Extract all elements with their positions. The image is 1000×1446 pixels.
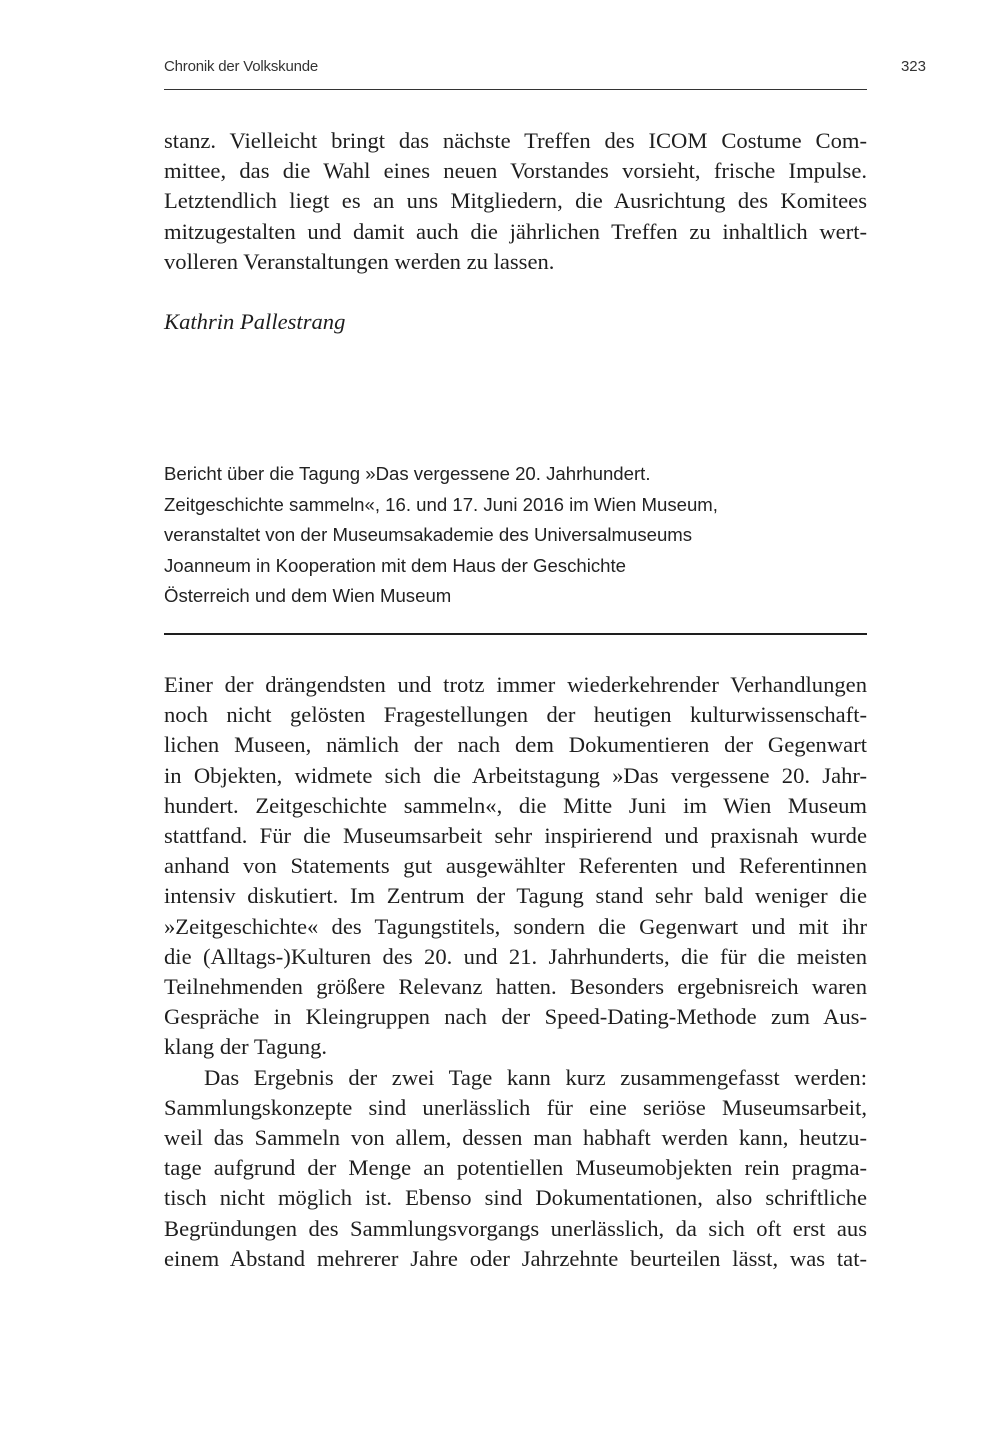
text-line: mittee, das die Wahl eines neuen Vorstandes vorsieht, frische Impulse.: [164, 158, 867, 184]
text-line: Das Ergebnis der zwei Tage kann kurz zusammengefasst werden:: [204, 1064, 867, 1090]
text-line: einem Abstand mehrerer Jahre oder Jahrzehnte beurteilen lässt, was tat-: [164, 1245, 867, 1271]
text-line: Letztendlich liegt es an uns Mitgliedern, die Ausrichtung des Komitees: [164, 188, 867, 214]
text-line: volleren Veranstaltungen werden zu lassen.: [164, 248, 555, 274]
heading-line: Joanneum in Kooperation mit dem Haus der Geschichte: [164, 554, 626, 576]
text-line: tisch nicht möglich ist. Ebenso sind Dokumentationen, also schriftliche: [164, 1185, 867, 1211]
text-line: Begründungen des Sammlungsvorgangs unerlässlich, da sich oft erst aus: [164, 1215, 867, 1241]
text-line: stattfand. Für die Museumsarbeit sehr inspirierend und praxisnah wurde: [164, 823, 867, 849]
text-line: lichen Museen, nämlich der nach dem Dokumentieren der Gegenwart: [164, 732, 867, 758]
text-line: die (Alltags-)Kulturen des 20. und 21. Jahrhunderts, die für die meisten: [164, 943, 867, 969]
text-line: weil das Sammeln von allem, dessen man habhaft werden kann, heutzu-: [164, 1125, 867, 1151]
text-line: tage aufgrund der Menge an potentiellen Museumobjekten rein pragma-: [164, 1155, 867, 1181]
text-line: »Zeitgeschichte« des Tagungstitels, sondern die Gegenwart und mit ihr: [164, 913, 867, 939]
text-line: stanz. Vielleicht bringt das nächste Treffen des ICOM Costume Com-: [164, 128, 867, 153]
heading-line: Bericht über die Tagung »Das vergessene 20. Jahrhundert.: [164, 463, 651, 484]
text-line: intensiv diskutiert. Im Zentrum der Tagung stand sehr bald weniger die: [164, 883, 867, 909]
body-paragraph-2: [164, 1063, 867, 1274]
author-signature: Kathrin Pallestrang: [164, 309, 346, 334]
continued-paragraph: [164, 126, 867, 277]
body-text: [164, 670, 867, 1274]
running-head-title: Chronik der Volkskunde: [164, 58, 319, 75]
text-line: Teilnehmenden größere Relevanz hatten. Besonders ergebnisreich waren: [164, 974, 867, 1000]
heading-line: Österreich und dem Wien Museum: [164, 585, 452, 607]
body-paragraph-1: [164, 670, 867, 1063]
heading-line: Zeitgeschichte sammeln«, 16. und 17. Juni 2016 im Wien Museum,: [164, 493, 718, 515]
section-rule: [164, 633, 867, 635]
text-line: klang der Tagung.: [164, 1034, 328, 1060]
text-line: Sammlungskonzepte sind unerlässlich für eine seriöse Museumsarbeit,: [164, 1094, 867, 1120]
running-head: [164, 56, 926, 80]
page-number: 323: [900, 58, 926, 75]
text-line: anhand von Statements gut ausgewählter Referenten und Referentinnen: [164, 853, 867, 879]
text-line: mitzugestalten und damit auch die jährlichen Treffen zu inhaltlich wert-: [164, 218, 867, 244]
text-line: hundert. Zeitgeschichte sammeln«, die Mitte Juni im Wien Museum: [164, 792, 867, 818]
section-heading: [164, 459, 867, 612]
header-rule: [164, 89, 867, 90]
text-line: noch nicht gelösten Fragestellungen der heutigen kulturwissenschaft-: [164, 702, 867, 728]
text-line: Einer der drängendsten und trotz immer wiederkehrender Verhandlungen: [164, 672, 867, 697]
text-line: in Objekten, widmete sich die Arbeitstagung »Das vergessene 20. Jahr-: [164, 762, 867, 788]
text-line: Gespräche in Kleingruppen nach der Speed-Dating-Methode zum Aus-: [164, 1004, 867, 1030]
heading-line: veranstaltet von der Museumsakademie des Universalmuseums: [164, 524, 693, 546]
